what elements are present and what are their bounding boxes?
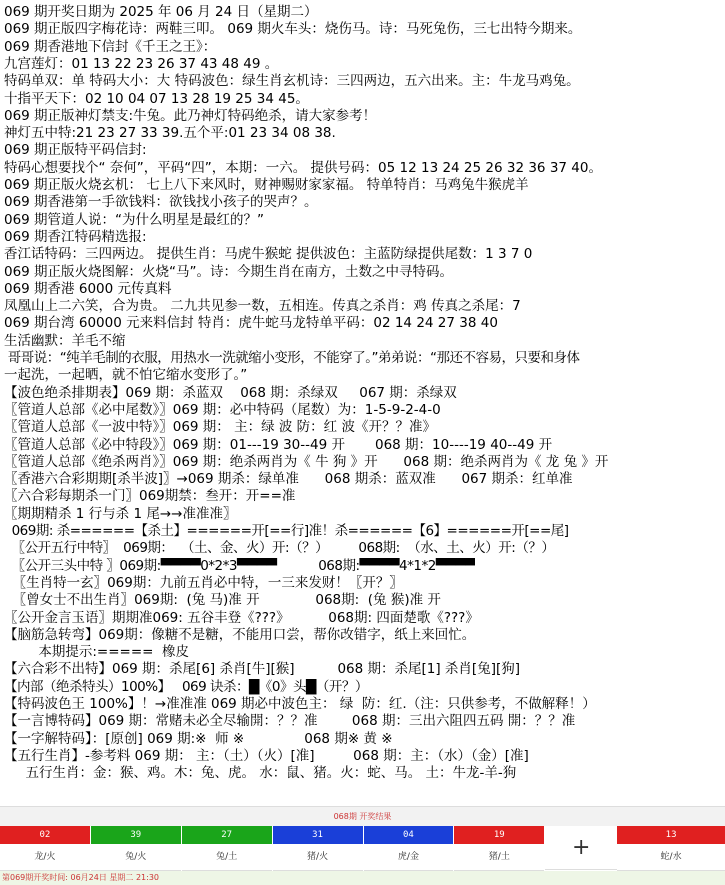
text-line: 〖公开五行中特〗 069期： （土、金、火）开:（？） 068期: （水、土、火）开:（？） bbox=[4, 540, 555, 557]
text-line: 【内部（绝杀特头）100%】 069 诀杀：█《0》头█（开？） bbox=[4, 678, 368, 695]
ball-zodiac: 兔/土 bbox=[182, 844, 272, 871]
draw-results bbox=[0, 826, 725, 870]
ball-2 bbox=[91, 826, 181, 870]
text-line: 〖管道人总部《一波中特》〗069 期： 主：绿 波 防：红 波《开？？准》 bbox=[4, 419, 436, 436]
text-line: 凤凰山上二六笑，合为贵。 二九共见参一数，五相连。传真之杀肖：鸡 传真之杀尾：7 bbox=[4, 298, 521, 315]
text-line: 哥哥说：“纯羊毛制的衣服，用热水一洗就缩小变形，不能穿了。”弟弟说：“那还不容易，只要和身体 bbox=[4, 350, 580, 366]
text-line: 069 期正版火烧图解：火烧“马”。诗：今期生肖在南方，土数之中寻特码。 bbox=[4, 263, 454, 280]
text-line: 【一言博特码】069 期：常赌未必全尽输開：？？准 068 期：三出六阻四五码 開：？？准 bbox=[4, 713, 576, 730]
text-line: 【特码波色王 100%】！→准准准 069 期必中波色主： 绿 防：红.（注：只供参考，不做解释！） bbox=[4, 696, 596, 712]
plus-icon: + bbox=[545, 826, 617, 870]
text-line: 一起洗，一起晒，就不怕它缩水变形了。” bbox=[4, 367, 248, 384]
ball-number: 31 bbox=[273, 826, 363, 844]
text-line: 〖香港六合彩期期[杀半波]〗→069 期杀：绿单准 068 期杀：蓝双准 067 期杀：红单准 bbox=[4, 471, 573, 488]
text-line: 〖六合彩每期杀一门〗069期禁：叁开：开==准 bbox=[4, 488, 296, 505]
text-line: 【六合彩不出特】069 期：杀尾[6] 杀肖[牛][猴] 068 期：杀尾[1] 杀肖[兔][狗] bbox=[4, 661, 520, 678]
draw-time-footer: 第069期开奖时间: 06月24日 星期二 21:30 bbox=[0, 871, 725, 885]
text-line: 生活幽默：羊毛不缩 bbox=[4, 332, 126, 349]
text-line: 【波色绝杀排期表】069 期：杀蓝双 068 期：杀绿双 067 期：杀绿双 bbox=[4, 384, 457, 401]
ball-number: 19 bbox=[454, 826, 544, 844]
ball-number: 27 bbox=[182, 826, 272, 844]
ball-number: 02 bbox=[0, 826, 90, 844]
text-line: 069 期香港地下信封《千王之王》： bbox=[4, 38, 217, 55]
text-line: 十指平天下：02 10 04 07 13 28 19 25 34 45。 bbox=[4, 90, 309, 107]
text-line: 069 期香港第一手欲钱料：欲钱找小孩子的哭声？。 bbox=[4, 194, 318, 211]
text-line: 069 期开奖日期为 2025 年 06 月 24 日（星期二） bbox=[4, 4, 318, 20]
ball-zodiac: 龙/火 bbox=[0, 844, 90, 871]
text-line: 〖期期精杀 1 行与杀 1 尾→→准准准〗 bbox=[4, 505, 237, 522]
ball-5 bbox=[364, 826, 454, 870]
text-line: 特码心想要找个“ 奈何”，平码“四”，本期：一六。 提供号码：05 12 13 24 25 26 32 36 37 40。 bbox=[4, 159, 602, 176]
text-line: 〖公开三头中特 〗069期:▀▀▀▀0*2*3▀▀▀▀ 068期:▀▀▀▀4*1*2▀▀▀▀ bbox=[4, 557, 476, 574]
text-line: 香江话特码：三四两边。 提供生肖：马虎牛猴蛇 提供波色：主蓝防绿提供尾数：1 3 7 0 bbox=[4, 246, 533, 263]
text-line: 〖管道人总部《必中特段》〗069 期：01---19 30--49 开 068 期：10----19 40--49 开 bbox=[4, 436, 553, 453]
ball-zodiac: 蛇/水 bbox=[617, 844, 725, 871]
text-line: 〖管道人总部《必中尾数》〗069 期：必中特码（尾数）为：1-5-9-2-4-0 bbox=[4, 401, 441, 418]
text-line: 〖曾女士不出生肖〗069期: (兔 马)准 开 068期: (兔 猴)准 开 bbox=[4, 592, 441, 609]
text-line: 069 期正版神灯禁支:牛兔。此乃神灯特码绝杀，请大家参考！ bbox=[4, 107, 377, 124]
text-line: 069 期正版特平码信封: bbox=[4, 142, 147, 159]
text-line: 069 期正版四字梅花诗：两鞋三叩。 069 期火车头：烧伤马。诗：马死兔伤，三七出特今期来。 bbox=[4, 21, 582, 38]
ball-zodiac: 虎/金 bbox=[364, 844, 454, 871]
ball-4 bbox=[273, 826, 363, 870]
special-ball bbox=[617, 826, 725, 870]
text-line: 【一字解特码】：[原创] 069 期:※ 师 ※ 068 期※ 黄 ※ bbox=[4, 730, 393, 747]
ball-zodiac: 猪/土 bbox=[454, 844, 544, 871]
text-line: 【五行生肖】-参考料 069 期： 主：（土）（火）[准] 068 期：主：（水）（金）[准] bbox=[4, 747, 529, 764]
text-line: 五行生肖：金：猴、鸡。木：兔、虎。 水：鼠、猪。火：蛇、马。 土：牛龙-羊-狗 bbox=[4, 765, 517, 782]
text-line: 本期提示:===== 橡皮 bbox=[4, 644, 190, 661]
text-line: 069 期香港 6000 元传真料 bbox=[4, 280, 172, 297]
text-line: 069 期台湾 60000 元来料信封 特肖：虎牛蛇马龙特单平码：02 14 24 27 38 40 bbox=[4, 315, 498, 332]
text-line: 069期: 杀======【杀土】======开[==行]准！杀======【6】======开[==尾] bbox=[4, 523, 569, 539]
result-bar bbox=[0, 806, 725, 826]
text-line: 〖生肖特一玄〗069期：九前五肖必中特，一三来发财！〖开？〗 bbox=[4, 574, 403, 591]
text-line: 069 期正版火烧玄机： 七上八下来风时，财神赐财家家福。 特单特肖：马鸡兔牛猴虎羊 bbox=[4, 177, 529, 193]
text-line: 069 期管道人说：“为什么明星是最红的？” bbox=[4, 211, 265, 228]
text-line: 神灯五中特:21 23 27 33 39.五个平:01 23 34 08 38. bbox=[4, 125, 336, 142]
ball-6 bbox=[454, 826, 544, 870]
ball-1 bbox=[0, 826, 90, 870]
text-line: 特码单双：单 特码大小：大 特码波色：绿生肖玄机诗：三四两边，五六出来。主：牛龙马鸡兔。 bbox=[4, 73, 580, 90]
ball-zodiac: 兔/火 bbox=[91, 844, 181, 871]
text-line: 九宫莲灯：01 13 22 23 26 37 43 48 49 。 bbox=[4, 55, 279, 72]
text-line: 〖管道人总部《绝杀两肖》〗069 期：绝杀两肖为《 牛 狗 》开 068 期：绝杀两肖为《 龙 兔 》开 bbox=[4, 453, 609, 470]
ball-zodiac: 猪/火 bbox=[273, 844, 363, 871]
text-line: 〖公开金言玉语〗期期准069: 五谷丰登《???》 068期: 四面楚歌《???》 bbox=[4, 609, 479, 626]
ball-3 bbox=[182, 826, 272, 870]
ball-number: 04 bbox=[364, 826, 454, 844]
text-line: 069 期香江特码精选报: bbox=[4, 228, 147, 245]
ball-number: 39 bbox=[91, 826, 181, 844]
text-line: 【脑筋急转弯】069期：像糖不是糖，不能用口尝，帮你改错字，纸上来回忙。 bbox=[4, 626, 476, 643]
ball-number: 13 bbox=[617, 826, 725, 844]
result-bar-label: 068期 开奖结果 bbox=[333, 812, 392, 821]
